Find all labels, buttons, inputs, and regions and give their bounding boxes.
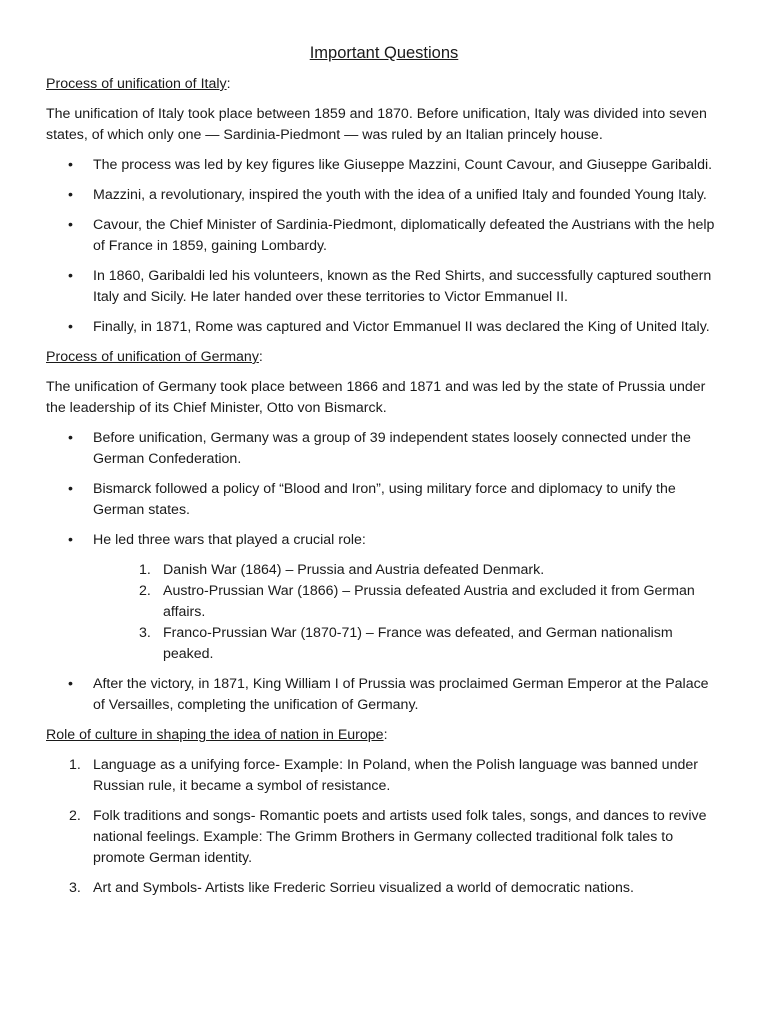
item-number: 3.	[69, 880, 81, 896]
list-item	[46, 755, 722, 797]
wars-list	[93, 560, 722, 665]
list-item-text: He led three wars that played a crucial role:	[93, 532, 366, 548]
section-heading-germany	[46, 347, 722, 368]
list-item: • Cavour, the Chief Minister of Sardinia-Piedmont, diplomatically defeated the Austrians with the help of France in 1859, gaining Lombardy.	[46, 215, 722, 257]
culture-numbered-list	[46, 755, 722, 899]
war-item	[93, 623, 722, 665]
list-item: • After the victory, in 1871, King William I of Prussia was proclaimed German Emperor at the Palace of Versailles, completing the unification of Germany.	[46, 674, 722, 716]
list-item	[46, 530, 722, 665]
list-item	[46, 806, 722, 869]
war-text: Franco-Prussian War (1870-71) – France was defeated, and German nationalism peaked.	[163, 625, 673, 662]
list-item: • Bismarck followed a policy of “Blood and Iron”, using military force and diplomacy to unify the German states.	[46, 479, 722, 521]
list-item: • In 1860, Garibaldi led his volunteers, known as the Red Shirts, and successfully captured southern Italy and Sicily. He later handed over these territories to Victor Emmanuel II.	[46, 266, 722, 308]
italy-intro: The unification of Italy took place between 1859 and 1870. Before unification, Italy was divided into seven states, of which only one — Sardinia-Piedmont — was ruled by an Italian princely house.	[46, 106, 707, 143]
list-item: • Finally, in 1871, Rome was captured and Victor Emmanuel II was declared the King of United Italy.	[46, 317, 722, 338]
item-text: Art and Symbols- Artists like Frederic Sorrieu visualized a world of democratic nations.	[93, 880, 634, 896]
italy-bullet-list	[46, 155, 722, 338]
war-text: Danish War (1864) – Prussia and Austria defeated Denmark.	[163, 562, 545, 578]
war-text: Austro-Prussian War (1866) – Prussia defeated Austria and excluded it from German affairs.	[163, 583, 695, 620]
war-number: 2.	[139, 583, 151, 599]
heading-colon: :	[258, 349, 263, 365]
germany-intro: The unification of Germany took place between 1866 and 1871 and was led by the state of Prussia under the leadership of its Chief Minister, Otto von Bismarck.	[46, 379, 706, 416]
war-number: 1.	[139, 562, 151, 578]
item-text: Folk traditions and songs- Romantic poets and artists used folk tales, songs, and dances to revive national feelings. Example: The Grimm Brothers in Germany collected traditional folk tales to promote German identity.	[93, 808, 707, 866]
section-heading-text: Process of unification of Italy	[46, 76, 227, 92]
war-item	[93, 560, 722, 581]
page-title: Important Questions	[309, 44, 459, 62]
item-text: Language as a unifying force- Example: In Poland, when the Polish language was banned under Russian rule, it became a symbol of resistance.	[93, 757, 698, 794]
item-number: 1.	[69, 757, 81, 773]
germany-bullet-list	[46, 428, 722, 716]
heading-colon: :	[383, 727, 388, 743]
item-number: 2.	[69, 808, 81, 824]
section-heading-text: Role of culture in shaping the idea of nation in Europe	[46, 727, 384, 743]
war-number: 3.	[139, 625, 151, 641]
list-item	[46, 878, 722, 899]
section-heading-italy	[46, 74, 722, 95]
section-heading-culture	[46, 725, 722, 746]
heading-colon: :	[226, 76, 231, 92]
war-item	[93, 581, 722, 623]
list-item: • Before unification, Germany was a group of 39 independent states loosely connected under the German Confederation.	[46, 428, 722, 470]
section-heading-text: Process of unification of Germany	[46, 349, 259, 365]
list-item: • The process was led by key figures like Giuseppe Mazzini, Count Cavour, and Giuseppe Garibaldi.	[46, 155, 722, 176]
list-item: • Mazzini, a revolutionary, inspired the youth with the idea of a unified Italy and founded Young Italy.	[46, 185, 722, 206]
